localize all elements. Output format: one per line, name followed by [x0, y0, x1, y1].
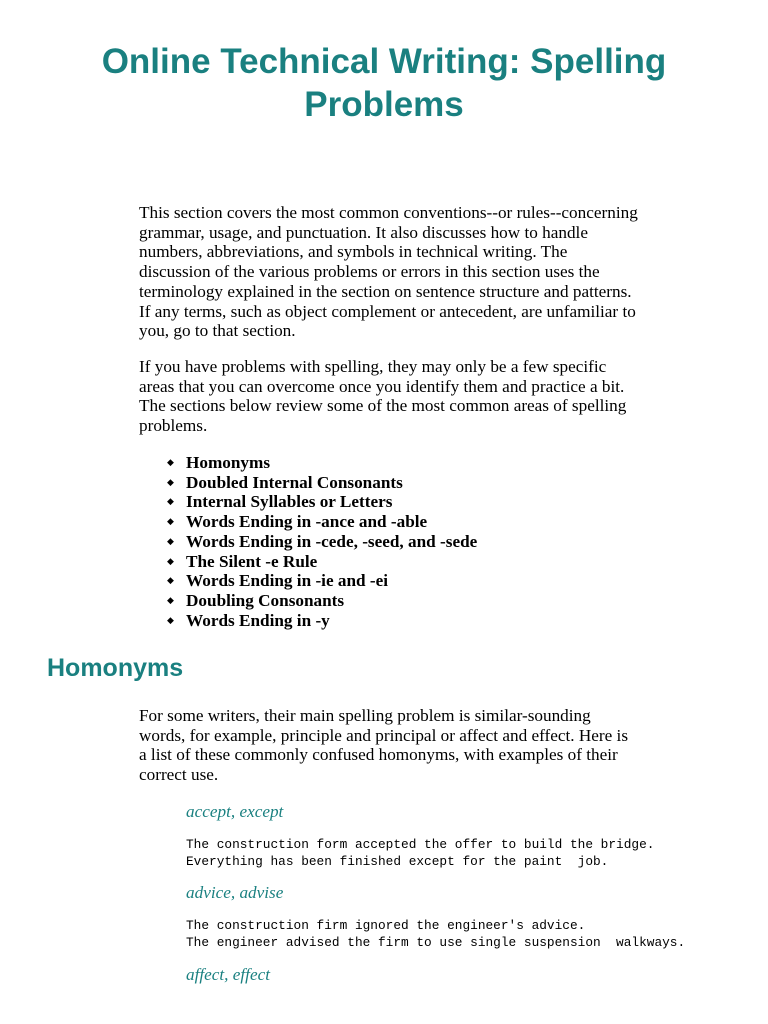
- example-sentence: The construction form accepted the offer to build the bridge.: [186, 837, 655, 852]
- toc-link-homonyms[interactable]: [167, 453, 477, 473]
- homonym-examples: [186, 836, 654, 870]
- toc-link-label: Homonyms: [186, 453, 271, 472]
- toc-link-doubling-consonants[interactable]: [167, 590, 477, 611]
- homonym-term: affect, effect: [186, 965, 270, 984]
- diamond-bullet-icon: ◆: [167, 555, 174, 566]
- toc-link-label: Words Ending in -ance and -able: [186, 512, 428, 532]
- toc-link-ance-able[interactable]: [167, 512, 477, 532]
- toc-link-ie-ei[interactable]: [167, 571, 477, 591]
- diamond-bullet-icon: ◆: [167, 496, 174, 507]
- toc-link-label: Doubled Internal Consonants: [186, 472, 403, 492]
- example-sentence: The construction firm ignored the engineer's advice.: [186, 918, 586, 933]
- toc-link-doubled-internal-consonants[interactable]: [167, 472, 477, 493]
- example-sentence: Everything has been finished except for the paint job.: [186, 854, 609, 869]
- diamond-bullet-icon: ◆: [167, 575, 174, 586]
- diamond-bullet-icon: ◆: [167, 594, 174, 605]
- intro-paragraph-1: This section covers the most common conventions--or rules--concerning grammar, usage, and punctuation. It also discusses how to handle numbers, abbreviations, and symbols in technical writing. The discussion of the various problems or errors in this section uses the terminology explained in the section on sentence structure and patterns. If any terms, such as object complement or antecedent, are unfamiliar to you, go to that section.: [139, 203, 638, 341]
- homonyms-intro-paragraph: For some writers, their main spelling problem is similar-sounding words, for example, principle and principal or affect and effect. Here is a list of these commonly confused homonyms, with examples of their correct use.: [139, 706, 629, 785]
- diamond-bullet-icon: ◆: [167, 614, 174, 625]
- toc-link-ending-y[interactable]: [167, 610, 477, 631]
- intro-paragraph-2: If you have problems with spelling, they may only be a few specific areas that you can overcome once you identify them and practice a bit. The sections below review some of the most common areas of spelling problems.: [139, 357, 627, 436]
- toc-link-internal-syllables[interactable]: [167, 492, 477, 512]
- homonym-term: accept, except: [186, 802, 284, 821]
- homonyms-heading: Homonyms: [47, 654, 184, 682]
- section-link-list: [167, 453, 478, 630]
- toc-link-label: Internal Syllables or Letters: [186, 492, 393, 512]
- toc-link-silent-e[interactable]: [167, 551, 477, 572]
- example-sentence: The engineer advised the firm to use single suspension walkways.: [186, 935, 686, 950]
- diamond-bullet-icon: ◆: [167, 476, 174, 487]
- toc-link-label: Words Ending in -ie and -ei: [186, 571, 389, 591]
- toc-link-label: Words Ending in -y: [186, 610, 330, 630]
- diamond-bullet-icon: ◆: [167, 516, 174, 527]
- toc-link-label: Doubling Consonants: [186, 590, 345, 610]
- diamond-bullet-icon: ◆: [167, 535, 174, 546]
- toc-link-label: Words Ending in -cede, -seed, and -sede: [186, 531, 478, 551]
- homonym-term: advice, advise: [186, 883, 284, 902]
- homonym-examples: [186, 917, 685, 951]
- diamond-bullet-icon: ◆: [167, 457, 174, 467]
- toc-link-label: The Silent -e Rule: [186, 551, 318, 571]
- toc-link-cede-seed-sede[interactable]: [167, 531, 478, 552]
- page-title: Online Technical Writing: Spelling Problems: [101, 42, 667, 124]
